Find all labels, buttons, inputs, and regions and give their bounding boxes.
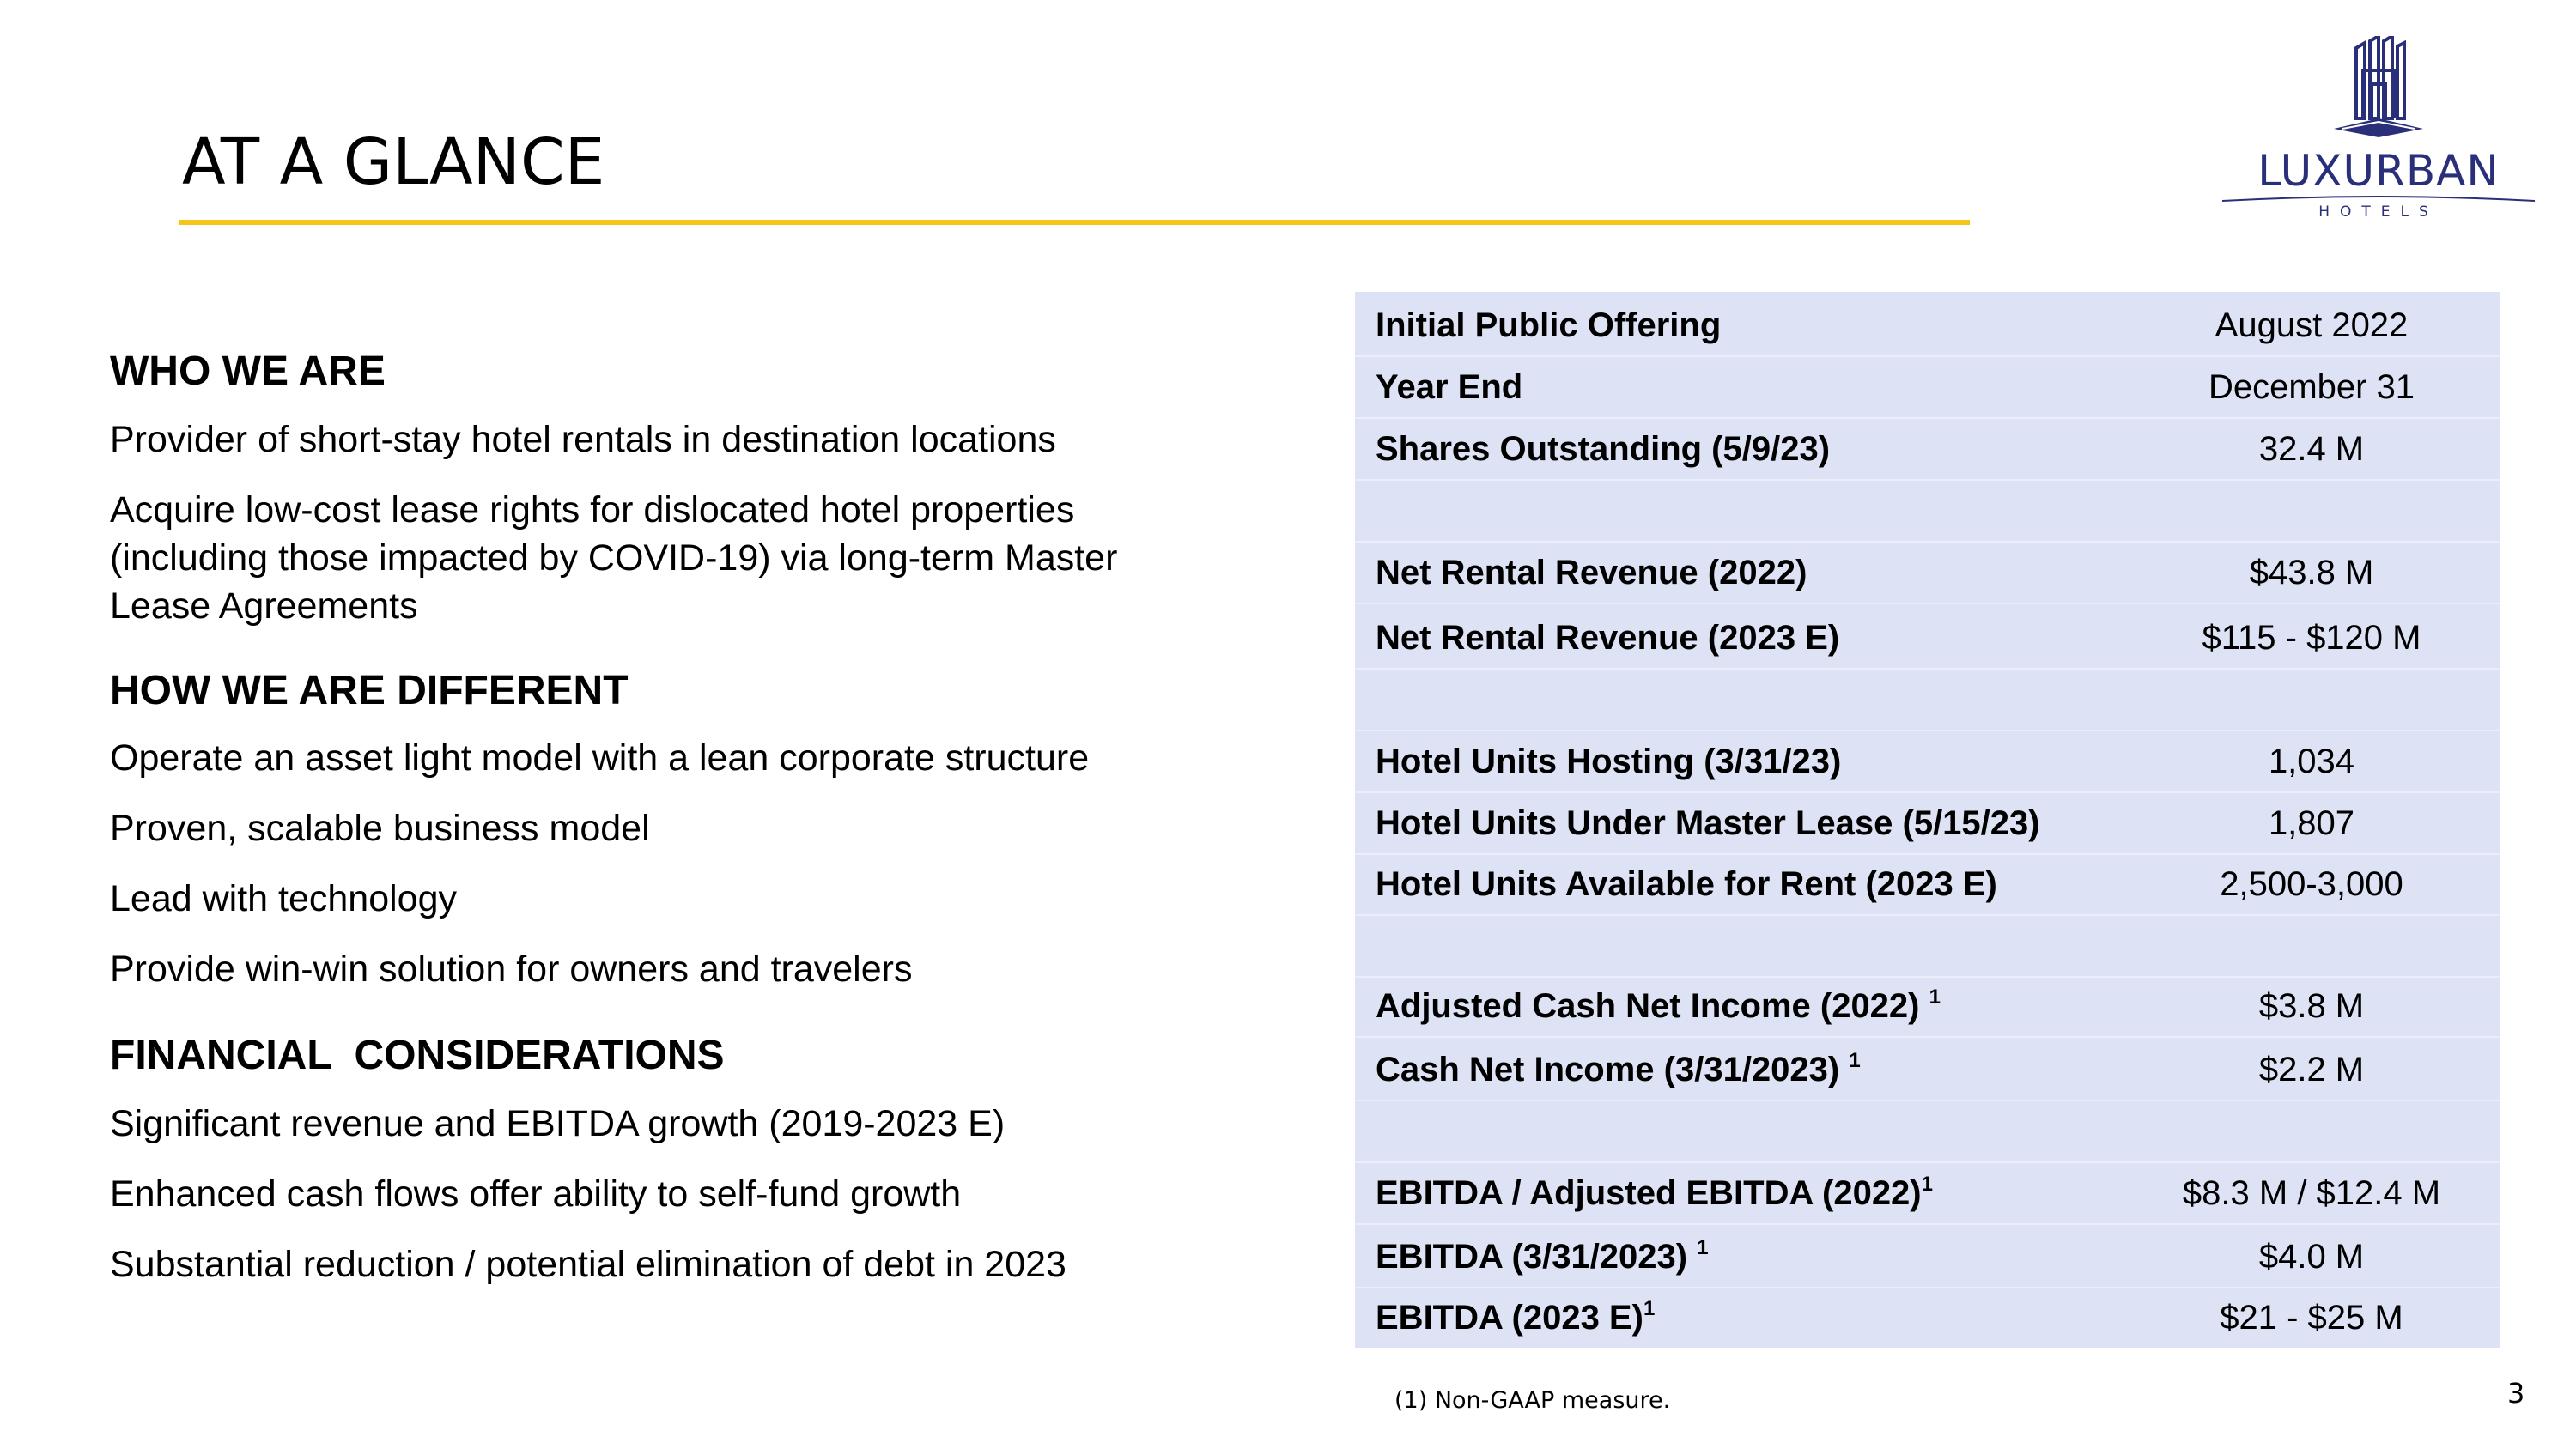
- row-value: $2.2 M: [2258, 1051, 2365, 1088]
- building-logo-icon: [2325, 36, 2432, 148]
- row-value: $43.8 M: [2249, 554, 2374, 591]
- row-label: [1376, 976, 1941, 1036]
- row-value: 1,034: [2268, 743, 2355, 780]
- row-label: Hotel Units Hosting (3/31/23): [1376, 743, 1842, 780]
- row-label-text: EBITDA / Adjusted EBITDA (2022): [1376, 1174, 1922, 1212]
- spacer-row: [1355, 1101, 2500, 1163]
- row-value: December 31: [2208, 368, 2415, 406]
- table-row: [1355, 543, 2500, 604]
- section-heading: FINANCIAL CONSIDERATIONS: [110, 1033, 725, 1079]
- row-label: Hotel Units Under Master Lease (5/15/23): [1376, 804, 2040, 842]
- row-value: 32.4 M: [2258, 430, 2365, 468]
- table-row: [1355, 1163, 2500, 1225]
- row-label: Shares Outstanding (5/9/23): [1376, 430, 1831, 468]
- list-item: Acquire low-cost lease rights for dislocated hotel properties (including those impacted by COVID-19) via long-term Master Lease Agreements: [110, 488, 1118, 627]
- footnote-marker: 1: [1643, 1297, 1656, 1320]
- list-item: Provider of short-stay hotel rentals in destination locations: [110, 418, 1056, 460]
- table-row: [1355, 295, 2500, 357]
- row-label: Net Rental Revenue (2022): [1376, 554, 1807, 591]
- table-row: [1355, 731, 2500, 793]
- row-value: $3.8 M: [2258, 987, 2365, 1025]
- table-row: [1355, 608, 2500, 670]
- spacer-row: [1355, 670, 2500, 731]
- table-row: [1355, 976, 2500, 1038]
- footnote-marker: 1: [1849, 1049, 1861, 1072]
- row-label-text: Adjusted Cash Net Income (2022): [1376, 987, 1920, 1025]
- row-value: 2,500-3,000: [2220, 865, 2403, 903]
- footnote-marker: 1: [1921, 1173, 1933, 1196]
- spacer-row: [1355, 481, 2500, 543]
- row-label: Net Rental Revenue (2023 E): [1376, 619, 1840, 657]
- row-label: Hotel Units Available for Rent (2023 E): [1376, 865, 1997, 903]
- page-title: AT A GLANCE: [182, 125, 605, 199]
- list-item: Provide win-win solution for owners and travelers: [110, 949, 913, 991]
- row-value: $21 - $25 M: [2220, 1299, 2403, 1337]
- spacer-row: [1355, 916, 2500, 978]
- table-row: [1355, 419, 2500, 481]
- logo-subword: HOTELS: [2318, 203, 2439, 221]
- row-label: Initial Public Offering: [1376, 306, 1722, 344]
- row-label: [1376, 1040, 1861, 1100]
- title-underline: [179, 220, 1970, 225]
- table-row: [1355, 1227, 2500, 1288]
- luxurban-logo: [2215, 31, 2542, 228]
- table-row: [1355, 854, 2500, 916]
- table-row: [1355, 1040, 2500, 1101]
- row-label-text: Cash Net Income (3/31/2023): [1376, 1051, 1840, 1088]
- row-value: $4.0 M: [2258, 1238, 2365, 1276]
- row-value: 1,807: [2268, 804, 2355, 842]
- row-value: August 2022: [2215, 306, 2409, 344]
- row-label: [1376, 1288, 1655, 1348]
- list-item: Substantial reduction / potential elimination of debt in 2023: [110, 1243, 1066, 1285]
- list-item: Significant revenue and EBITDA growth (2019-2023 E): [110, 1102, 1005, 1144]
- table-row: [1355, 1288, 2500, 1348]
- row-label: Year End: [1376, 368, 1523, 406]
- overview-column: [110, 347, 1295, 1288]
- key-facts-table: [1355, 292, 2500, 1348]
- row-label-text: EBITDA (2023 E): [1376, 1299, 1643, 1337]
- footnote-marker: 1: [1697, 1236, 1709, 1259]
- section-how-we-are-different: [110, 666, 1295, 994]
- footnote-marker: 1: [1929, 985, 1941, 1009]
- list-item: Proven, scalable business model: [110, 808, 650, 850]
- list-item: Enhanced cash flows offer ability to self-fund growth: [110, 1173, 962, 1215]
- page-number: 3: [2507, 1377, 2525, 1410]
- list-item: Lead with technology: [110, 878, 458, 920]
- table-row: [1355, 793, 2500, 855]
- table-row: [1355, 357, 2500, 419]
- section-who-we-are: [110, 347, 1295, 630]
- row-value: $115 - $120 M: [2202, 619, 2421, 657]
- section-heading: HOW WE ARE DIFFERENT: [110, 667, 629, 713]
- row-value: $8.3 M / $12.4 M: [2182, 1174, 2441, 1212]
- row-label-text: EBITDA (3/31/2023): [1376, 1238, 1688, 1276]
- logo-wordmark: LUXURBAN: [2257, 146, 2500, 196]
- row-label: [1376, 1227, 1709, 1287]
- footnote: (1) Non-GAAP measure.: [1394, 1387, 1671, 1414]
- section-financial-considerations: [110, 1031, 1295, 1288]
- list-item: Operate an asset light model with a lean corporate structure: [110, 737, 1090, 779]
- section-heading: WHO WE ARE: [110, 349, 386, 394]
- row-label: [1376, 1163, 1933, 1223]
